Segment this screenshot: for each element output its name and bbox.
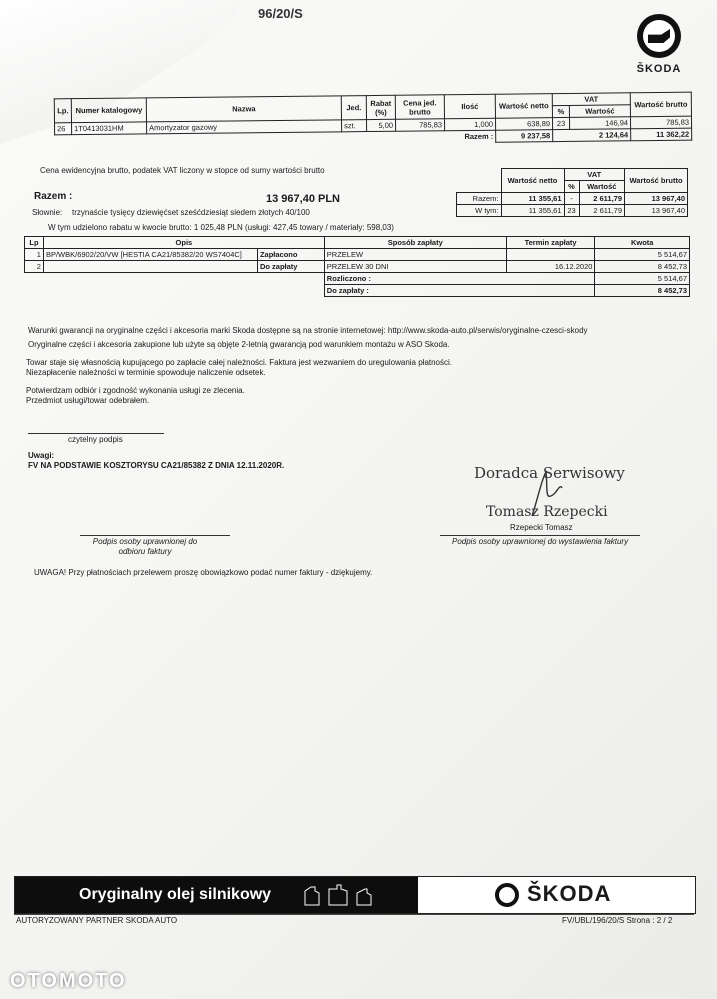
vat-col-net: Wartość netto xyxy=(501,169,564,193)
pay-row-due xyxy=(506,249,595,261)
vat-row-pct: - xyxy=(564,193,579,205)
settled-value: 5 514,67 xyxy=(595,273,690,285)
warranty-note-2: Oryginalne części i akcesoria zakupione lub użyte są objęte 2-letnią gwarancją pod warunkiem montażu w ASO Skoda. xyxy=(28,340,450,349)
confirm-note-1: Potwierdzam odbiór i zgodność wykonania usługi ze zlecenia. xyxy=(26,386,245,395)
pay-row-amount: 8 452,73 xyxy=(595,261,690,273)
cell-lp: 26 xyxy=(55,123,72,135)
items-total-label: Razem : xyxy=(464,131,494,142)
items-table xyxy=(54,92,692,148)
vat-row-net: 11 355,61 xyxy=(501,193,564,205)
vat-row-label: Razem: xyxy=(457,193,502,205)
pay-row-due: 16.12.2020 xyxy=(506,261,595,273)
pay-col-method: Sposób zapłaty xyxy=(324,237,506,249)
pay-col-lp: Lp xyxy=(25,237,44,249)
pay-row-method: PRZELEW 30 DNI xyxy=(324,261,506,273)
cell-discount: 5,00 xyxy=(367,119,396,131)
vat-row-net: 11 355,61 xyxy=(501,205,564,217)
brand-name: ŠKODA xyxy=(636,63,682,75)
confirm-note-2: Przedmiot usługi/towar odebrałem. xyxy=(26,396,150,405)
vat-row-gross: 13 967,40 xyxy=(625,193,688,205)
vat-col-value: Wartość xyxy=(579,181,625,193)
cell-vat-value: 146,94 xyxy=(569,117,630,130)
price-note: Cena ewidencyjna brutto, podatek VAT liczony w stopce od sumy wartości brutto xyxy=(40,166,325,175)
banner-skoda-logo xyxy=(495,881,611,907)
table-row xyxy=(25,261,690,273)
vat-row-gross: 13 967,40 xyxy=(625,205,688,217)
remarks-label: Uwagi: xyxy=(28,451,55,460)
pay-col-amount: Kwota xyxy=(595,237,690,249)
vat-col-vat: VAT xyxy=(564,169,625,181)
skoda-logo xyxy=(631,14,687,75)
readable-signature-caption: czytelny podpis xyxy=(68,435,123,444)
vat-col-gross: Wartość brutto xyxy=(625,169,688,193)
cell-unit-price: 785,83 xyxy=(395,119,444,132)
footer-divider xyxy=(14,914,694,915)
vat-row-label: W tym: xyxy=(457,205,502,217)
vat-row-vat: 2 611,79 xyxy=(579,205,625,217)
in-words-value: trzynaście tysięcy dziewięćset sześćdziesiąt siedem złotych 40/100 xyxy=(72,208,310,217)
advisor-printed-name: Rzepecki Tomasz xyxy=(510,523,573,532)
oil-bottles-icon xyxy=(295,883,395,907)
cell-unit: szt. xyxy=(342,120,367,132)
col-vat-value: Wartość xyxy=(569,105,630,118)
vat-row-vat: 2 611,79 xyxy=(579,193,625,205)
ownership-note-1: Towar staje się własnością kupującego po zapłacie całej należności. Faktura jest wezwaniem do uregulowania płatności. xyxy=(26,358,453,367)
vat-row-pct: 23 xyxy=(564,205,579,217)
ownership-note-2: Niezapłacenie należności w terminie spowoduje naliczenie odsetek. xyxy=(26,368,266,377)
col-gross: Wartość brutto xyxy=(630,92,691,117)
oil-banner xyxy=(14,876,696,914)
issuer-signature-line xyxy=(440,535,640,536)
table-row xyxy=(457,205,688,217)
vat-col-pct: % xyxy=(564,181,579,193)
col-lp: Lp. xyxy=(54,99,71,123)
warranty-note-1: Warunki gwarancji na oryginalne części i akcesoria marki Skoda dostępne są na stronie internetowej: http://www.skoda-auto.pl/serwis/oryginalne-czesci-skody xyxy=(28,326,588,335)
cell-qty: 1,000 xyxy=(444,118,495,131)
oil-banner-text: Oryginalny olej silnikowy xyxy=(15,877,418,913)
advisor-name-stamp: Tomasz Rzepecki xyxy=(486,504,608,520)
remarks-value: FV NA PODSTAWIE KOSZTORYSU CA21/85382 Z DNIA 12.11.2020R. xyxy=(28,461,285,470)
payment-table xyxy=(24,236,690,297)
pay-row-opis xyxy=(43,261,257,273)
items-total-net: 9 237,58 xyxy=(496,130,553,143)
advisor-title-stamp: Doradca Serwisowy xyxy=(474,464,625,482)
col-vat-pct: % xyxy=(552,105,569,117)
col-name: Nazwa xyxy=(146,96,341,122)
pay-row-opis: BP/WBK/6902/20/VW [HESTIA CA21/85382/20 WS7404C] xyxy=(43,249,257,261)
skoda-arrow-icon xyxy=(637,14,681,58)
discount-line: W tym udzielono rabatu w kwocie brutto: 1 025,48 PLN (usługi: 427,45 towary / materiały: 598,03) xyxy=(48,223,394,232)
col-net: Wartość netto xyxy=(495,94,552,119)
items-total-gross: 11 362,22 xyxy=(631,128,692,141)
total-value: 13 967,40 PLN xyxy=(266,193,340,205)
cell-name: Amortyzator gazowy xyxy=(147,120,342,134)
skoda-circle-icon xyxy=(495,883,519,907)
table-row xyxy=(457,193,688,205)
payment-warning: UWAGA! Przy płatnościach przelewem proszę obowiązkowo podać numer faktury - dziękujemy. xyxy=(34,568,373,577)
otomoto-watermark: OTOMOTO xyxy=(10,970,127,992)
pay-row-method: PRZELEW xyxy=(324,249,506,261)
cell-net: 638,89 xyxy=(495,118,552,131)
footer-page-info: FV/UBL/196/20/S Strona : 2 / 2 xyxy=(562,916,673,925)
pay-col-opis: Opis xyxy=(43,237,324,249)
pay-col-due: Termin zapłaty xyxy=(506,237,595,249)
issuer-signature-caption: Podpis osoby uprawnionej do wystawienia faktury xyxy=(452,537,629,546)
to-pay-row xyxy=(25,285,690,297)
pay-row-amount: 5 514,67 xyxy=(595,249,690,261)
col-discount: Rabat (%) xyxy=(366,95,395,119)
col-vat: VAT xyxy=(552,93,630,106)
col-unit: Jed. xyxy=(341,96,366,120)
to-pay-value: 8 452,73 xyxy=(595,285,690,297)
cell-vat-pct: 23 xyxy=(552,117,569,129)
table-row xyxy=(25,249,690,261)
col-qty: Ilość xyxy=(444,94,495,119)
settled-label: Rozliczono : xyxy=(324,273,595,285)
cell-gross: 785,83 xyxy=(630,116,691,129)
receiver-signature-line xyxy=(80,535,230,536)
document-number-fragment: 96/20/S xyxy=(258,6,303,21)
col-unit-price: Cena jed. brutto xyxy=(395,95,444,120)
settled-row xyxy=(25,273,690,285)
signature-line xyxy=(28,433,164,434)
banner-brand: ŠKODA xyxy=(527,881,612,906)
pay-row-status: Do zapłaty xyxy=(257,261,324,273)
pay-row-status: Zapłacono xyxy=(257,249,324,261)
to-pay-label: Do zapłaty : xyxy=(324,285,595,297)
receiver-signature-caption: Podpis osoby uprawnionej do odbioru faktury xyxy=(92,537,198,556)
footer-partner: AUTORYZOWANY PARTNER SKODA AUTO xyxy=(16,916,178,925)
total-label: Razem : xyxy=(34,191,73,202)
in-words-label: Słownie: xyxy=(32,208,63,217)
pay-row-lp: 1 xyxy=(25,249,44,261)
vat-summary-table xyxy=(456,168,688,217)
items-total-vat: 2 124,64 xyxy=(553,129,631,142)
col-catalog: Numer katalogowy xyxy=(71,98,146,123)
pay-row-lp: 2 xyxy=(25,261,44,273)
cell-catalog: 1T0413031HM xyxy=(72,122,147,135)
